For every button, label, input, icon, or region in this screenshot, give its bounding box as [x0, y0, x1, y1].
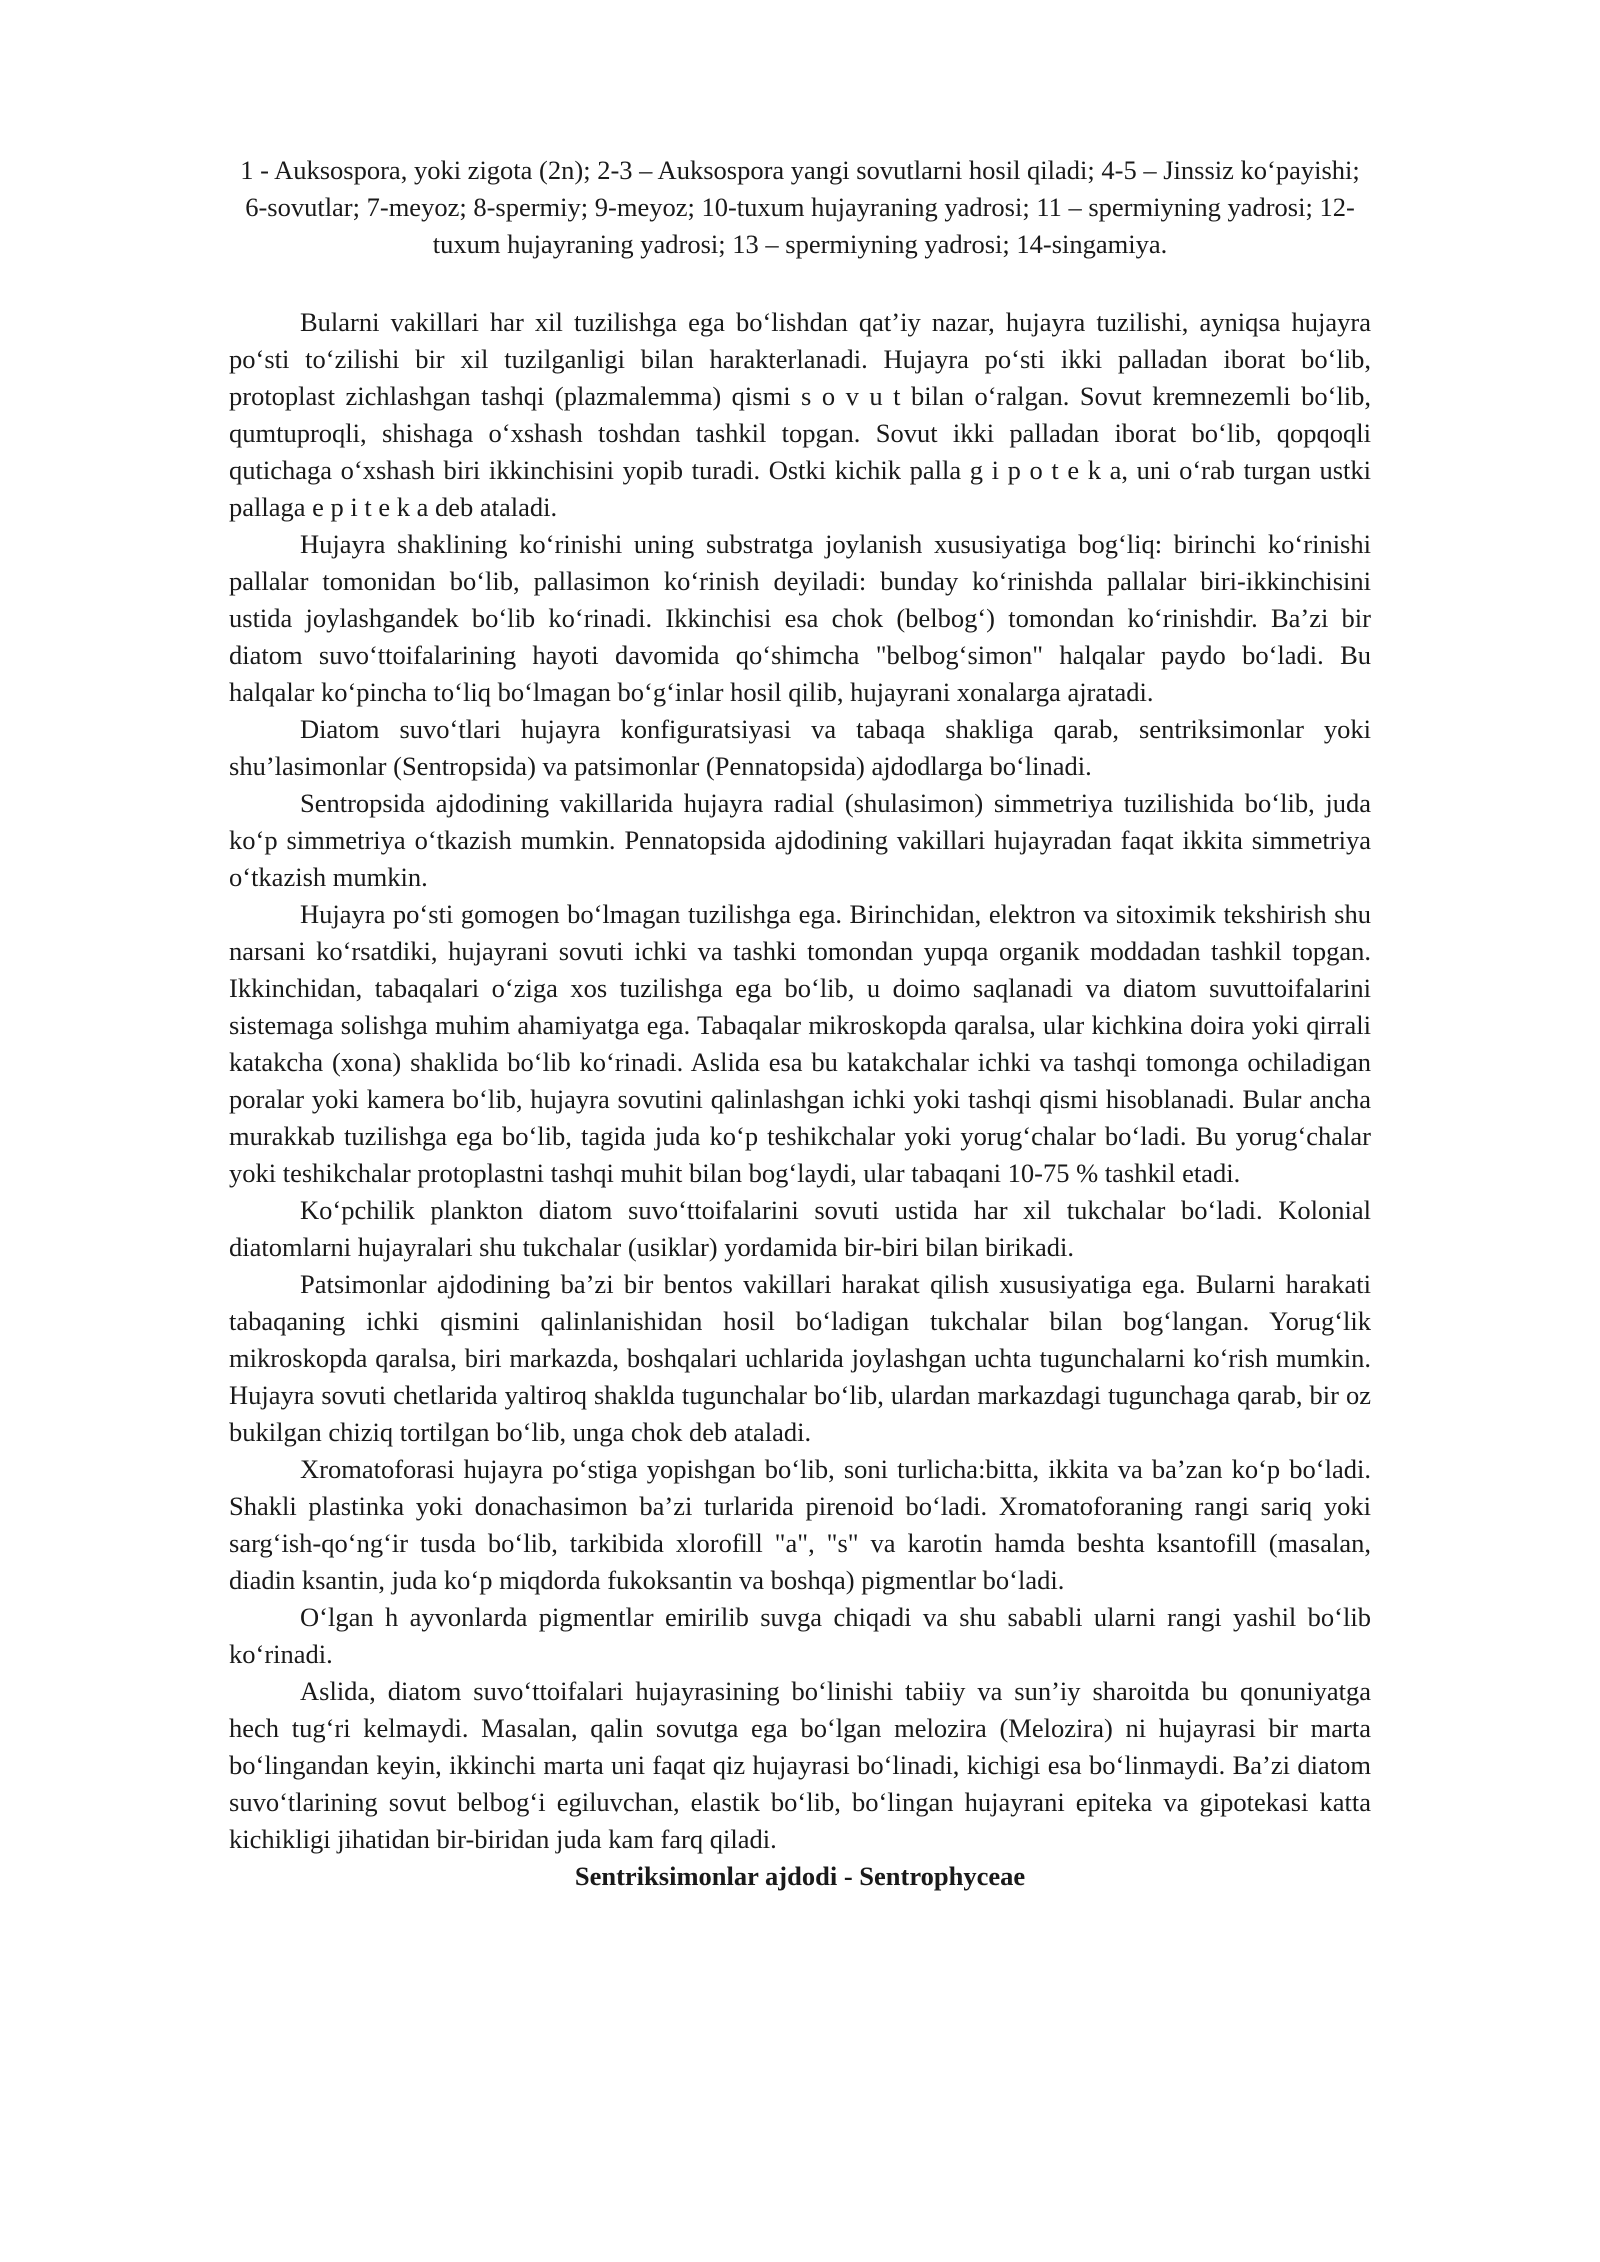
paragraph: Hujayra poʻsti gomogen boʻlmagan tuzilishga ega. Birinchidan, elektron va sitoximik tekshirish shu narsani koʻrsatdiki, hujayrani sovuti ichki va tashki tomondan yupqa organik moddadan tashkil topgan. Ikkinchidan, tabaqalari oʻziga xos tuzilishga ega boʻlib, u doimo saqlanadi va diatom suvuttoifalarini sistemaga solishga muhim ahamiyatga ega. Tabaqalar mikroskopda qaralsa, ular kichkina doira yoki qirrali katakcha (xona) shaklida boʻlib koʻrinadi. Aslida esa bu katakchalar ichki va tashqi tomonga ochiladigan poralar yoki kamera boʻlib, hujayra sovutini qalinlashgan ichki yoki tashqi qismi hisoblanadi. Bular ancha murakkab tuzilishga ega boʻlib, tagida juda koʻp teshikchalar yoki yorugʻchalar boʻladi. Bu yorugʻchalar yoki teshikchalar protoplastni tashqi muhit bilan bogʻlaydi, ular tabaqani 10-75 % tashkil etadi. — [229, 899, 1371, 1188]
body-text — [229, 304, 1371, 1858]
paragraph: Koʻpchilik plankton diatom suvoʻttoifalarini sovuti ustida har xil tukchalar boʻladi. Kolonial diatomlarni hujayralari shu tukchalar (usiklar) yordamida bir-biri bilan birikadi. — [229, 1195, 1371, 1262]
paragraph: Xromatoforasi hujayra poʻstiga yopishgan boʻlib, soni turlicha:bitta, ikkita va baʼzan koʻp boʻladi. Shakli plastinka yoki donachasimon baʼzi turlarida pirenoid boʻladi. Xromatoforaning rangi sariq yoki sargʻish-qoʻngʻir tusda boʻlib, tarkibida xlorofill "a", "s" va karotin hamda beshta ksantofill (masalan, diadin ksantin, juda koʻp miqdorda fukoksantin va boshqa) pigmentlar boʻladi. — [229, 1454, 1371, 1595]
paragraph: Diatom suvoʻtlari hujayra konfiguratsiyasi va tabaqa shakliga qarab, sentriksimonlar yoki shu’lasimonlar (Sentropsida) va patsimonlar (Pennatopsida) ajdodlarga boʻlinadi. — [229, 714, 1371, 781]
figure-caption: 1 - Auksospora, yoki zigota (2n); 2-3 – Auksospora yangi sovutlarni hosil qiladi; 4-5 – Jinssiz koʻpayishi; 6-sovutlar; 7-meyoz; 8-spermiy; 9-meyoz; 10-tuxum hujayraning yadrosi; 11 – spermiyning yadrosi; 12- tuxum hujayraning yadrosi; 13 – spermiyning yadrosi; 14-singamiya. — [240, 155, 1360, 259]
paragraph: Patsimonlar ajdodining baʼzi bir bentos vakillari harakat qilish xususiyatiga ega. Bularni harakati tabaqaning ichki qismini qalinlanishidan hosil boʻladigan tukchalar bilan bogʻlangan. Yorugʻlik mikroskopda qaralsa, biri markazda, boshqalari uchlarida joylashgan uchta tugunchalarni koʻrish mumkin. Hujayra sovuti chetlarida yaltiroq shaklda tugunchalar boʻlib, ulardan markazdagi tugunchaga qarab, bir oz bukilgan chiziq tortilgan boʻlib, unga chok deb ataladi. — [229, 1269, 1371, 1447]
paragraph: Hujayra shaklining koʻrinishi uning substratga joylanish xususiyatiga bogʻliq: birinchi koʻrinishi pallalar tomonidan boʻlib, pallasimon koʻrinish deyiladi: bunday koʻrinishda pallalar biri-ikkinchisini ustida joylashgandek boʻlib koʻrinadi. Ikkinchisi esa chok (belbogʻ) tomondan koʻrinishdir. Baʼzi bir diatom suvoʻttoifalarining hayoti davomida qoʻshimcha "belbogʻsimon" halqalar paydo boʻladi. Bu halqalar koʻpincha toʻliq boʻlmagan boʻgʻinlar hosil qilib, hujayrani xonalarga ajratadi. — [229, 529, 1371, 707]
paragraph: Sentropsida ajdodining vakillarida hujayra radial (shulasimon) simmetriya tuzilishida boʻlib, juda koʻp simmetriya oʻtkazish mumkin. Pennatopsida ajdodining vakillari hujayradan faqat ikkita simmetriya oʻtkazish mumkin. — [229, 788, 1371, 892]
paragraph: Oʻlgan h ayvonlarda pigmentlar emirilib suvga chiqadi va shu sababli ularni rangi yashil boʻlib koʻrinadi. — [229, 1602, 1371, 1669]
section-heading: Sentriksimonlar ajdodi - Sentrophyceae — [574, 1861, 1026, 1891]
paragraph: Bularni vakillari har xil tuzilishga ega boʻlishdan qatʼiy nazar, hujayra tuzilishi, ayniqsa hujayra poʻsti toʻzilishi bir xil tuzilganligi bilan harakterlanadi. Hujayra poʻsti ikki palladan iborat boʻlib, protoplast zichlashgan tashqi (plazmalemma) qismi s o v u t bilan oʻralgan. Sovut kremnezemli boʻlib, qumtuproqli, shishaga oʻxshash toshdan tashkil topgan. Sovut ikki palladan iborat boʻlib, qopqoqli qutichaga oʻxshash biri ikkinchisini yopib turadi. Ostki kichik palla g i p o t e k a, uni oʻrab turgan ustki pallaga e p i t e k a deb ataladi. — [229, 307, 1371, 522]
paragraph: Aslida, diatom suvoʻttoifalari hujayrasining boʻlinishi tabiiy va sun’iy sharoitda bu qonuniyatga hech tugʻri kelmaydi. Masalan, qalin sovutga ega boʻlgan melozira (Melozira) ni hujayrasi bir marta boʻlingandan keyin, ikkinchi marta uni faqat qiz hujayrasi boʻlinadi, kichigi esa boʻlinmaydi. Baʼzi diatom suvoʻtlarining sovut belbogʻi egiluvchan, elastik boʻlib, boʻlingan hujayrani epiteka va gipotekasi katta kichikligi jihatidan bir-biridan juda kam farq qiladi. — [229, 1676, 1371, 1854]
document-page — [229, 152, 1371, 1895]
